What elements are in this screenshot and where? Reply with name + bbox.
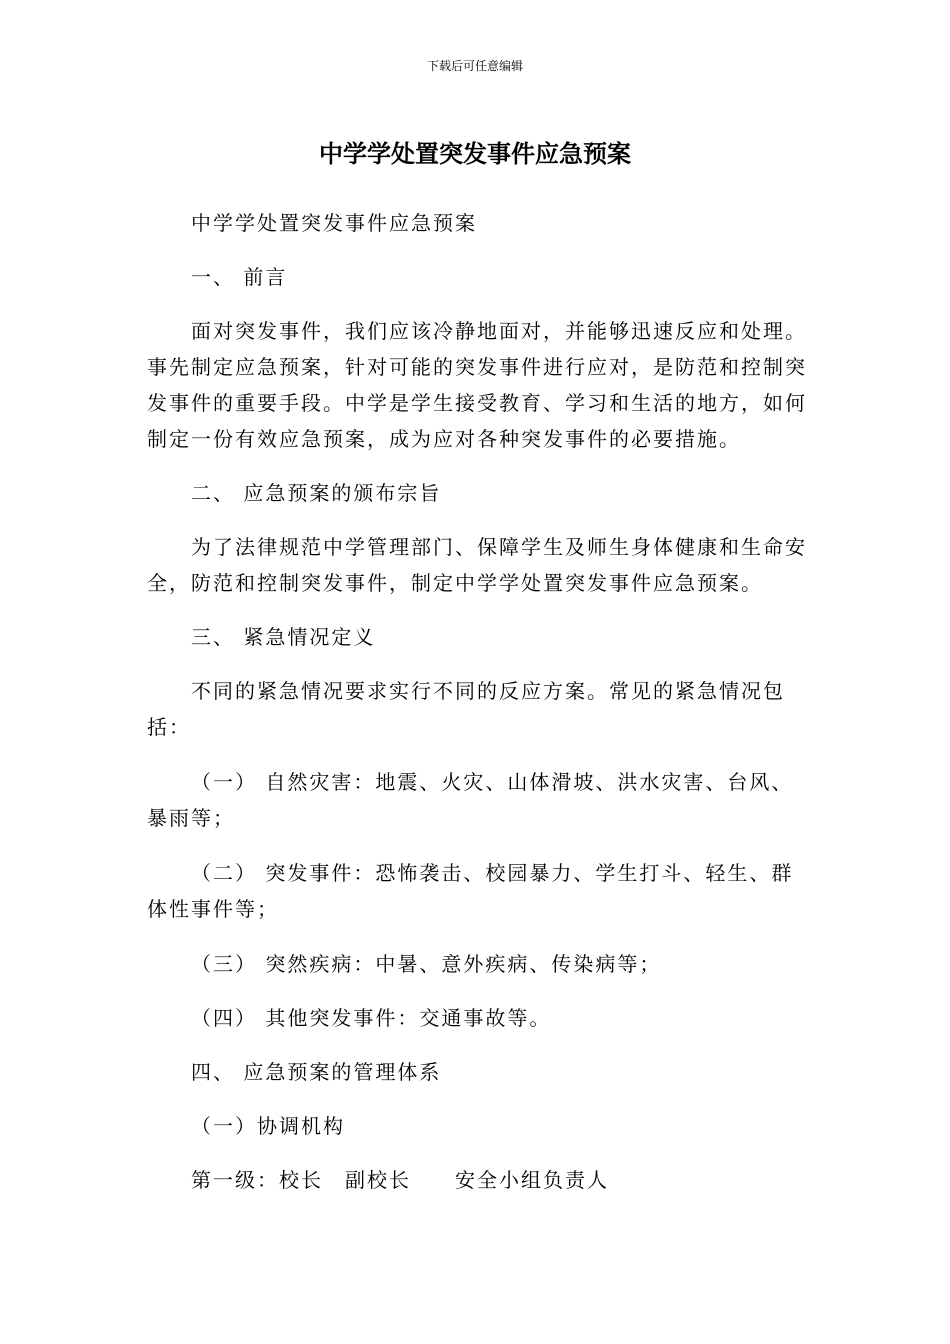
- document-title: 中学学处置突发事件应急预案: [319, 140, 631, 168]
- list-item-sudden-events: （二） 突发事件：恐怖袭击、校园暴力、学生打斗、轻生、群体性事件等；: [147, 861, 794, 921]
- document-body: [147, 205, 807, 1198]
- paragraph-preface: 面对突发事件，我们应该冷静地面对，并能够迅速反应和处理。事先制定应急预案，针对可能的突发事件进行应对，是防范和控制突发事件的重要手段。中学是学生接受教育、学习和生活的地方，如何制定一份有效应急预案，成为应对各种突发事件的必要措施。: [147, 319, 807, 451]
- paragraph-first-level: 第一级：校长 副校长 安全小组负责人: [191, 1168, 609, 1192]
- section-heading-4: 四、 应急预案的管理体系: [191, 1060, 442, 1084]
- paragraph-subtitle: 中学学处置突发事件应急预案: [191, 211, 477, 235]
- paragraph-emergency-definition: 不同的紧急情况要求实行不同的反应方案。常见的紧急情况包括：: [147, 679, 785, 739]
- list-item-other-events: （四） 其他突发事件：交通事故等。: [191, 1006, 552, 1030]
- section-heading-3: 三、 紧急情况定义: [191, 625, 376, 649]
- paragraph-purpose: 为了法律规范中学管理部门、保障学生及师生身体健康和生命安全，防范和控制突发事件，制定中学学处置突发事件应急预案。: [147, 535, 807, 595]
- page-header-note: 下载后可任意编辑: [426, 59, 523, 73]
- section-heading-2: 二、 应急预案的颁布宗旨: [191, 481, 442, 505]
- list-item-sudden-illness: （三） 突然疾病：中暑、意外疾病、传染病等；: [191, 952, 662, 976]
- list-item-natural-disasters: （一） 自然灾害：地震、火灾、山体滑坡、洪水灾害、台风、暴雨等；: [147, 770, 794, 830]
- subheading-coordination: （一）协调机构: [191, 1114, 345, 1138]
- section-heading-1: 一、 前言: [191, 265, 288, 289]
